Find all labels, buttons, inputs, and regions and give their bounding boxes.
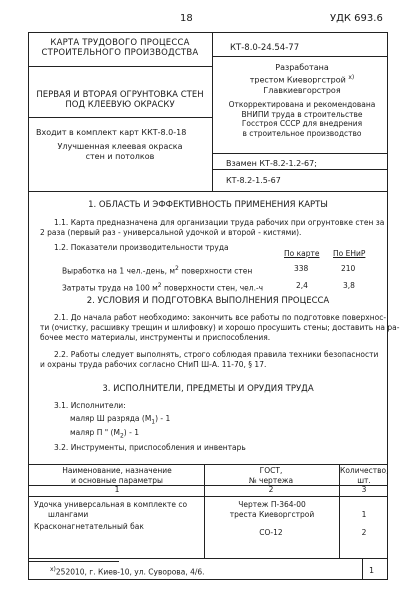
metric-output-label: Выработка на 1 чел.-день, $м^2$ поверхности стен — [62, 265, 253, 276]
tool-row1-gost: Чертеж П-364-00 треста Киеворгстрой — [229, 500, 315, 519]
section2-p2-line2: и охраны труда рабочих согласно СНиП Ш-А. 11-70, § 17. — [40, 360, 267, 369]
page-number: 18 — [180, 13, 193, 24]
table-bottom-line — [29, 558, 388, 559]
replaces: Взамен КТ-8.2-1.2-67; — [226, 159, 317, 168]
header-bottom-line — [29, 191, 388, 192]
table-colnum-1: 1 — [114, 485, 120, 494]
metric-output-enir: 210 — [341, 264, 356, 273]
header-line-left-1 — [29, 66, 212, 67]
section3-title: 3. ИСПОЛНИТЕЛИ, ПРЕДМЕТЫ И ОРУДИЯ ТРУДА — [102, 384, 314, 394]
tool-row2-qty: 2 — [361, 528, 367, 537]
worker-2: маляр П " $(М_2) - 1$ — [70, 428, 139, 440]
included-set: Улучшенная клеевая окраска стен и потолков — [57, 142, 183, 161]
section2-p1-line3: бочее место материалы, инструменты и приспособления. — [40, 333, 271, 342]
corner-box-left — [362, 558, 363, 580]
included-label: Входит в комплект карт ККТ-8.0-18 — [36, 128, 187, 137]
tool-row1-qty: 1 — [361, 510, 367, 519]
worker-1: маляр Ш разряда $(М_1) - 1$ — [70, 414, 171, 426]
metric-labor-label: Затраты труда на 100 $м^2$ поверхности стен, чел.-ч — [62, 282, 264, 293]
recommended-by: Откорректирована и рекомендована ВНИПИ труда в строительстве Госстроя СССР для внедрения в строительное производство — [228, 100, 376, 138]
section3-p2-label: 3.2. Инструменты, приспособления и инвентарь — [54, 443, 246, 452]
card-title: КАРТА ТРУДОВОГО ПРОЦЕССА СТРОИТЕЛЬНОГО ПРОИЗВОДСТВА — [41, 38, 199, 58]
udk-code: УДК 693.6 — [330, 13, 383, 24]
section1-p1-line1: 1.1. Карта предназначена для организации труда рабочих при огрунтовке стен за — [54, 218, 385, 227]
header-line-right-1 — [212, 56, 388, 57]
developed-by: Разработана трестом Киеворгстрой $^{x)}$ Главкиевгорстроя — [249, 63, 355, 95]
table-head-qty: Количество, шт. — [340, 466, 389, 485]
section2-p1-line1: 2.1. До начала работ необходимо: закончить все работы по подготовке поверхнос- — [54, 313, 387, 322]
tool-row2-name: Красконагнетательный бак — [34, 522, 144, 531]
table-colnum-2: 2 — [268, 485, 274, 494]
table-colnum-3: 3 — [361, 485, 367, 494]
metric-labor-card: 2,4 — [296, 281, 308, 290]
metric-output-card: 338 — [294, 264, 309, 273]
footnote: $^{x)}$252010, г. Киев-10, ул. Суворова, 4/6. — [50, 566, 205, 577]
table-top-line — [29, 464, 388, 465]
header-line-left-2 — [29, 117, 212, 118]
replaces-second: КТ-8.2-1.5-67 — [226, 176, 281, 185]
section2-p1-line2: ти (очистку, расшивку трещин и шлифовку) и хорошо просушить стены; доставить на ра- — [40, 323, 400, 332]
card-subject: ПЕРВАЯ И ВТОРАЯ ОГРУНТОВКА СТЕН ПОД КЛЕЕВУЮ ОКРАСКУ — [36, 90, 204, 110]
col-header-enir: По ЕНиР — [333, 249, 366, 258]
header-line-right-2 — [212, 153, 388, 154]
section1-p2-label: 1.2. Показатели производительности труда — [54, 243, 229, 252]
table-head-name: Наименование, назначение и основные параметры — [62, 466, 172, 485]
tool-row2-gost: СО-12 — [259, 528, 283, 537]
tool-row1-name: Удочка универсальная в комплекте со шлангами — [34, 500, 188, 519]
table-num-line — [29, 496, 388, 497]
table-head-gost: ГОСТ, № чертежа — [248, 466, 294, 485]
header-line-right-3 — [212, 169, 388, 170]
section3-p1-label: 3.1. Исполнители: — [54, 401, 126, 410]
section2-p2-line1: 2.2. Работы следует выполнять, строго соблюдая правила техники безопасности — [54, 350, 379, 359]
footnote-rule — [29, 561, 119, 562]
corner-number: 1 — [369, 566, 375, 575]
card-code: КТ-8.0-24.54-77 — [230, 43, 300, 53]
col-header-card: По карте — [284, 249, 320, 258]
section1-title: 1. ОБЛАСТЬ И ЭФФЕКТИВНОСТЬ ПРИМЕНЕНИЯ КАРТЫ — [88, 200, 328, 210]
section1-p1-line2: 2 раза (первый раз - универсальной удочкой и второй - кистями). — [40, 228, 302, 237]
metric-labor-enir: 3,8 — [343, 281, 355, 290]
section2-title: 2. УСЛОВИЯ И ПОДГОТОВКА ВЫПОЛНЕНИЯ ПРОЦЕССА — [86, 296, 330, 306]
